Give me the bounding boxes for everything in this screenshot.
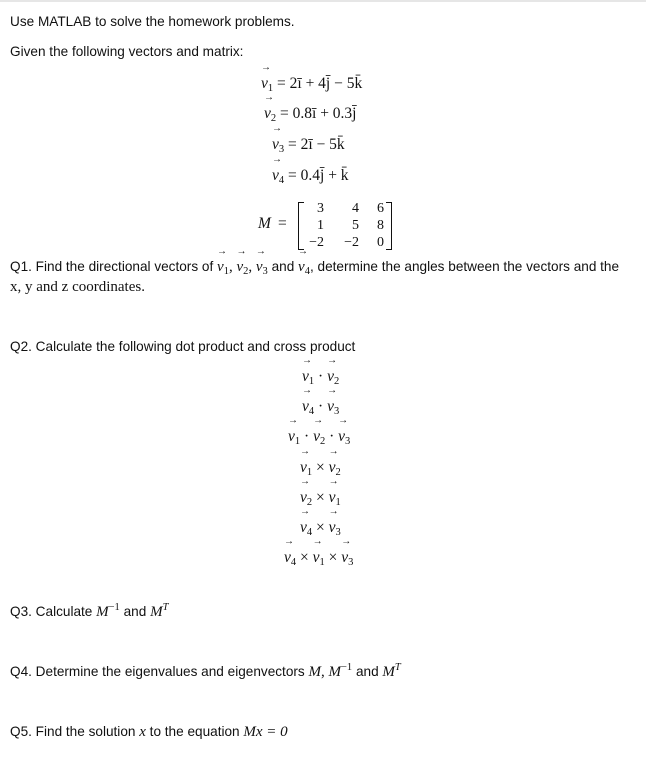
vector-v4-definition: → $v_4$ = 0.4j̄ + k̄: [272, 166, 349, 186]
matrix-cell: −2: [309, 235, 324, 250]
vector-v2-definition: → $v_2$ = 0.8ī + 0.3j̄: [264, 104, 357, 124]
v1-rhs: = 2ī + 4j̄ − 5k̄: [277, 75, 363, 92]
q5-mid: to the equation: [149, 724, 240, 739]
q3-line: Q3. Calculate $M^{-1}$ and $M^T$: [10, 602, 169, 620]
matrix-cell: −2: [344, 235, 359, 250]
q4-prefix: Q4. Determine the eigenvalues and eigenvectors: [10, 664, 305, 679]
q1-line-2: x, y and z coordinates.: [10, 279, 145, 295]
matrix-cell: 3: [317, 201, 324, 216]
intro-line-1: Use MATLAB to solve the homework problems.: [10, 14, 295, 29]
q1-line-1: Q1. Find the directional vectors of → $v_1$, → $v_2$, → $v_3$ and → $v_4$, determine the angles between the vectors and the: [10, 258, 619, 276]
q5-prefix: Q5. Find the solution: [10, 724, 136, 739]
top-rule: [0, 0, 646, 2]
q5-var: x: [139, 724, 146, 740]
expr-v1-cross-v2: → $v_1$ × → $v_2$: [300, 458, 341, 478]
q1-text-b: and: [271, 259, 295, 274]
q3-and: and: [123, 604, 147, 619]
expr-v2-cross-v1: → $v_2$ × → $v_1$: [300, 488, 341, 508]
v4-rhs: = 0.4j̄ + k̄: [288, 167, 349, 184]
expr-v4-dot-v3: → $v_4$ · → $v_3$: [302, 397, 339, 417]
matrix-cell: 5: [352, 218, 359, 233]
matrix-name: M: [258, 215, 271, 232]
q1-text-a: Q1. Find the directional vectors of: [10, 259, 214, 274]
q5-equation: Mx = 0: [243, 724, 288, 740]
q4-and: and: [355, 664, 379, 679]
expr-v1-dot-v2: → $v_1$ · → $v_2$: [302, 367, 339, 387]
expr-v4-cross-v3: → $v_4$ × → $v_3$: [300, 518, 341, 538]
v3-rhs: = 2ī − 5k̄: [288, 136, 345, 153]
q4-line: Q4. Determine the eigenvalues and eigenvectors M, $M^{-1}$ and $M^T$: [10, 662, 401, 680]
q1-text-c: , determine the angles between the vectors and the: [309, 259, 620, 274]
vector-v3-definition: → $v_3$ = 2ī − 5k̄: [272, 135, 345, 155]
v2-rhs: = 0.8ī + 0.3j̄: [280, 105, 357, 122]
matrix-m: [258, 200, 398, 252]
matrix-cell: 6: [377, 201, 384, 216]
vector-v1-definition: → $v_1$ = 2ī + 4j̄ − 5k̄: [261, 74, 362, 94]
expr-v1-dot-v2-dot-v3: → $v_1$ · → $v_2$ · → $v_3$: [288, 427, 350, 447]
matrix-cell: 4: [352, 201, 359, 216]
q2-heading: Q2. Calculate the following dot product and cross product: [10, 339, 356, 354]
matrix-right-bracket: [386, 202, 392, 250]
matrix-cell: 0: [377, 235, 384, 250]
matrix-cell: 8: [377, 218, 384, 233]
intro-line-2: Given the following vectors and matrix:: [10, 44, 244, 59]
matrix-cell: 1: [317, 218, 324, 233]
expr-v4-cross-v1-cross-v3: → $v_4$ × → $v_1$ × → $v_3$: [284, 548, 353, 568]
q3-prefix: Q3. Calculate: [10, 604, 93, 619]
q5-line: [10, 723, 288, 741]
matrix-equals: =: [278, 215, 287, 232]
